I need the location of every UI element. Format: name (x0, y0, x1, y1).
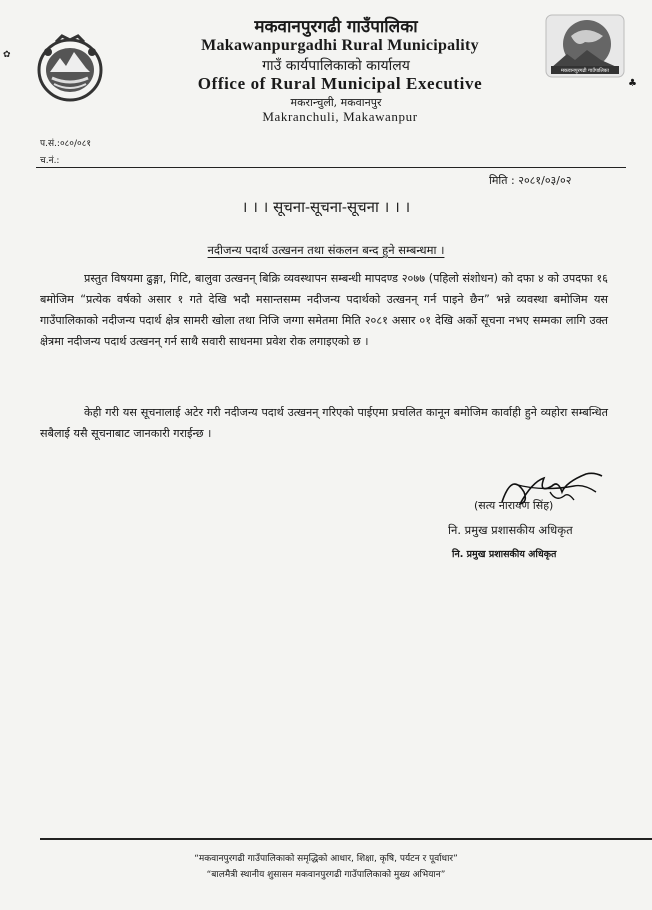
header-np-address: मकरान्चुली, मकवानपुर (290, 96, 382, 109)
header-en-name: Makawanpurgadhi Rural Municipality (201, 37, 479, 54)
notice-date: मिति : २०८१/०३/०२ (489, 174, 572, 187)
notice-title: । । । सूचना-सूचना-सूचना । । । (241, 198, 411, 216)
header-en-address: Makranchuli, Makawanpur (262, 109, 418, 124)
footer-divider (40, 838, 652, 840)
signatory-title: नि. प्रमुख प्रशासकीय अधिकृत (448, 523, 573, 537)
notice-subject (0, 243, 652, 258)
fiscal-year-ref: प.सं.:०८०/०८१ (40, 139, 92, 149)
emblem-mark: ✿ (3, 50, 11, 60)
header-divider (36, 167, 626, 168)
dispatch-number: च.नं.: (40, 156, 60, 166)
header-np-name: मकवानपुरगढी गाउँपालिका (254, 17, 418, 37)
corner-mark: ♣ (628, 78, 637, 89)
header-np-office: गाउँ कार्यपालिकाको कार्यालय (262, 58, 410, 74)
body-paragraph-2: केही गरी यस सूचनालाई अटेर गरी नदीजन्य पदार्थ उत्खनन् गरिएको पाईएमा प्रचलित कानून बमोजिम कार्वाही हुने व्यहोरा सम्बन्धित सबैलाई यसै सूचनाबाट जानकारी गराईन्छ । (40, 406, 608, 440)
footer-slogan-2: “बालमैत्री स्थानीय शुसासन मकवानपुरगढी गाउँपालिकाको मुख्य अभियान” (206, 870, 446, 880)
header-en-office: Office of Rural Municipal Executive (197, 74, 483, 93)
handwritten-signature-icon (462, 462, 612, 522)
subject-text: नदीजन्य पदार्थ उत्खनन तथा संकलन बन्द हुने सम्बन्धमा । (207, 243, 445, 257)
footer-slogan-1: “मकवानपुरगढी गाउँपालिकाको समृद्धिको आधार, शिक्षा, कृषि, पर्यटन र पूर्वाधार” (194, 854, 458, 864)
logo-right-text: मकवानपुरगढी गाउँपालिका (561, 68, 609, 74)
body-paragraph-1: प्रस्तुत विषयमा ढुङ्गा, गिटि, बालुवा उत्खनन् बिक्रि व्यवस्थापन सम्बन्धी मापदण्ड २०७७ (पहिलो संशोधन) को दफा ४ को उपदफा १६ बमोजिम “प्रत्येक वर्षको असार १ गते देखि भदौ मसान्तसम्म नदीजन्य पदार्थको उत्खनन् गर्न पाइने छैन” भन्ने व्यवस्था बमोजिम यस गाउँपालिकाको नदीजन्य पदार्थ क्षेत्र सामरी खोला तथा निजि जग्गा समेतमा मिति २०८१ असार ०१ देखि अर्को सूचना नभए सम्मका लागि उक्त क्षेत्रमा नदीजन्य पदार्थ उत्खनन् गर्न साथै सवारी साधनमा प्रवेश रोक लगाइएको छ । (40, 272, 608, 348)
signatory-name: (सत्य नारायण सिंह) (474, 499, 554, 512)
signatory-stamp: नि. प्रमुख प्रशासकीय अधिकृत (452, 549, 557, 560)
